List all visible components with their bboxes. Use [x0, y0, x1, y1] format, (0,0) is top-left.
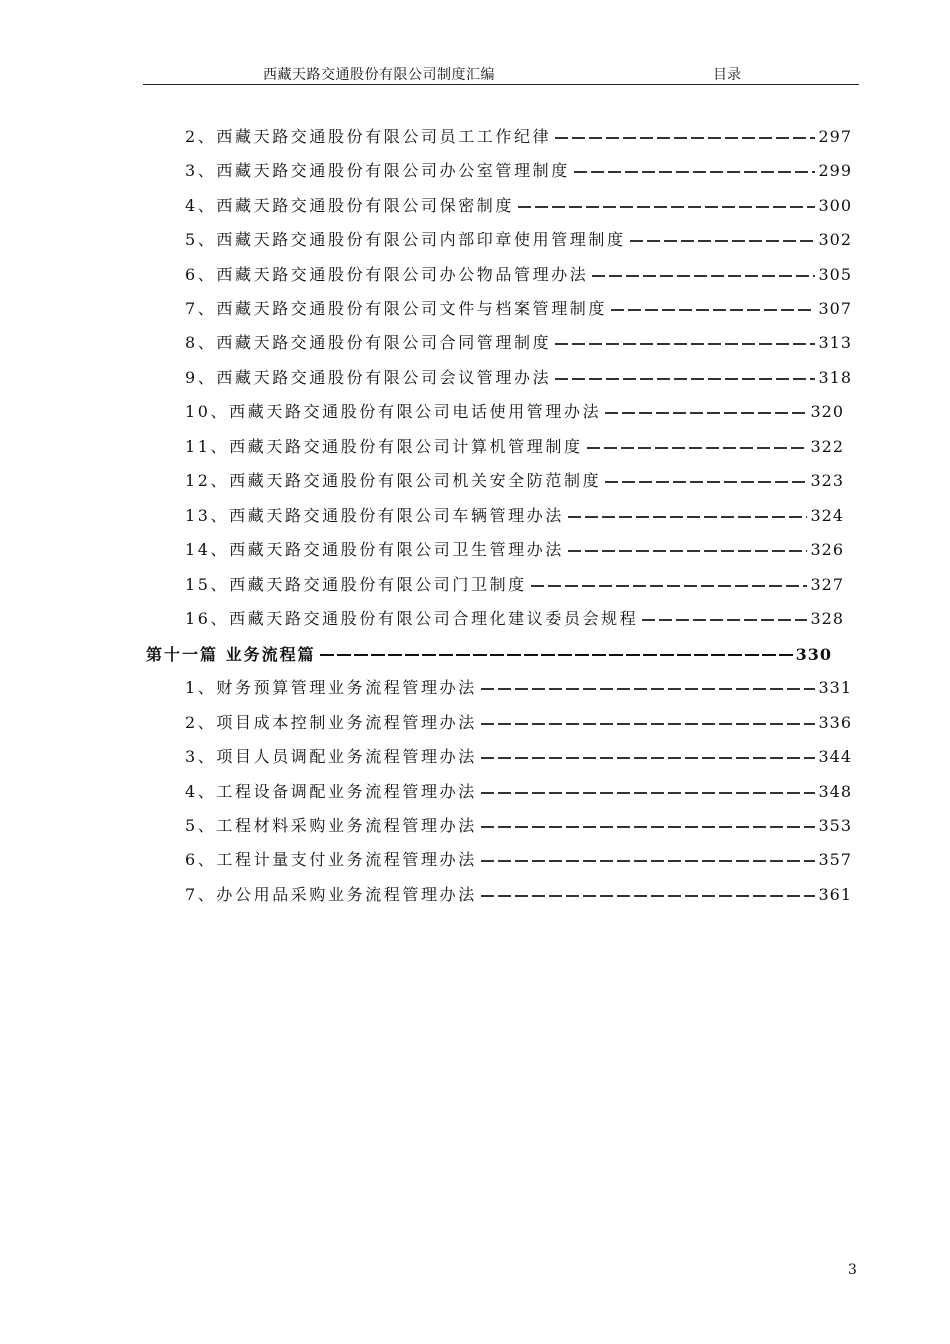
toc-entry[interactable]: [185, 538, 844, 562]
toc-entry[interactable]: [185, 159, 852, 183]
toc-leader: [555, 378, 815, 380]
toc-entry-page: 297: [818, 127, 852, 146]
toc-entry-page: 331: [818, 678, 852, 697]
toc-entry-title: 西藏天路交通股份有限公司电话使用管理办法: [229, 402, 602, 421]
toc-entry-page: 299: [818, 161, 852, 180]
toc-entry[interactable]: [185, 573, 844, 597]
toc-entry-number: 1、: [185, 678, 217, 697]
toc-entry-title: 工程计量支付业务流程管理办法: [216, 850, 477, 869]
toc-entry[interactable]: [185, 297, 852, 321]
toc-leader: [481, 826, 816, 828]
toc-leader: [574, 171, 816, 173]
toc-leader: [592, 275, 815, 277]
toc-entry-page: 323: [810, 471, 844, 490]
toc-entry-page: 307: [818, 299, 852, 318]
page-number: 3: [848, 1262, 857, 1278]
toc-entry-page: 305: [818, 265, 852, 284]
toc-entry-title: 西藏天路交通股份有限公司办公物品管理办法: [216, 265, 589, 284]
toc-leader: [555, 343, 815, 345]
toc-entry[interactable]: [185, 814, 852, 838]
toc-leader: [568, 516, 807, 518]
toc-entry-title: 工程设备调配业务流程管理办法: [216, 782, 477, 801]
toc-entry[interactable]: [185, 504, 844, 528]
toc-entry[interactable]: [185, 780, 852, 804]
toc-entry-title: 西藏天路交通股份有限公司内部印章使用管理制度: [216, 230, 626, 249]
toc-entry-page: 327: [810, 575, 844, 594]
toc-leader: [611, 309, 815, 311]
toc-entry-title: 西藏天路交通股份有限公司合理化建议委员会规程: [229, 609, 639, 628]
toc-entry-page: 361: [818, 885, 852, 904]
toc-leader: [531, 585, 808, 587]
toc-entry-title: 西藏天路交通股份有限公司保密制度: [216, 196, 514, 215]
toc-leader: [605, 481, 807, 483]
toc-entry-title: 西藏天路交通股份有限公司计算机管理制度: [229, 437, 583, 456]
toc-leader: [518, 206, 815, 208]
toc-entry-title: 西藏天路交通股份有限公司文件与档案管理制度: [216, 299, 607, 318]
toc-entry-title: 西藏天路交通股份有限公司卫生管理办法: [229, 540, 564, 559]
toc-entry[interactable]: [185, 366, 852, 390]
toc-entry-title: 工程材料采购业务流程管理办法: [216, 816, 477, 835]
toc-entry-title: 西藏天路交通股份有限公司门卫制度: [229, 575, 527, 594]
toc-entry-page: 326: [810, 540, 844, 559]
toc-entry-page: 357: [818, 850, 852, 869]
toc-entry[interactable]: [185, 883, 852, 907]
toc-entry-number: 14、: [185, 540, 230, 559]
toc-entry[interactable]: [185, 228, 852, 252]
chapter-title: 第十一篇 业务流程篇: [146, 645, 316, 664]
toc-entry-number: 6、: [185, 850, 217, 869]
toc-entry[interactable]: [185, 607, 844, 631]
toc-leader: [481, 723, 816, 725]
toc-leader: [630, 240, 816, 242]
toc-leader: [481, 757, 816, 759]
toc-chapter-heading[interactable]: [146, 643, 832, 667]
toc-entry-number: 4、: [185, 782, 217, 801]
toc-entry[interactable]: [185, 435, 844, 459]
toc-entry-number: 5、: [185, 230, 217, 249]
toc-leader: [587, 447, 808, 449]
toc-entry-number: 3、: [185, 747, 217, 766]
toc-entry-title: 西藏天路交通股份有限公司办公室管理制度: [216, 161, 570, 180]
toc-entry[interactable]: [185, 469, 844, 493]
toc-entry[interactable]: [185, 711, 852, 735]
toc-leader: [642, 619, 807, 621]
toc-leader: [555, 137, 815, 139]
toc-entry-title: 西藏天路交通股份有限公司车辆管理办法: [229, 506, 564, 525]
toc-entry[interactable]: [185, 331, 852, 355]
toc-entry-title: 办公用品采购业务流程管理办法: [216, 885, 477, 904]
toc-entry-page: 348: [818, 782, 852, 801]
toc-entry-number: 7、: [185, 299, 217, 318]
chapter-page: 330: [795, 645, 832, 664]
toc-entry-page: 324: [810, 506, 844, 525]
toc-entry[interactable]: [185, 400, 844, 424]
toc-entry-number: 2、: [185, 713, 217, 732]
toc-entry-number: 2、: [185, 127, 217, 146]
toc-leader: [481, 895, 816, 897]
toc-entry-number: 7、: [185, 885, 217, 904]
toc-leader: [481, 860, 816, 862]
toc-entry-number: 13、: [185, 506, 230, 525]
toc-entry-number: 9、: [185, 368, 217, 387]
toc-entry-number: 6、: [185, 265, 217, 284]
toc-entry-number: 16、: [185, 609, 230, 628]
toc-entry-page: 313: [818, 333, 852, 352]
toc-entry-number: 10、: [185, 402, 230, 421]
toc-entry[interactable]: [185, 848, 852, 872]
toc-entry[interactable]: [185, 194, 852, 218]
toc-entry-page: 344: [818, 747, 852, 766]
toc-entry-page: 302: [818, 230, 852, 249]
toc-leader: [568, 550, 807, 552]
toc-entry[interactable]: [185, 125, 852, 149]
toc-entry-page: 353: [818, 816, 852, 835]
toc-entry-page: 328: [810, 609, 844, 628]
toc-entry[interactable]: [185, 745, 852, 769]
toc-entry-page: 322: [810, 437, 844, 456]
toc-leader: [605, 412, 807, 414]
toc-entry-number: 12、: [185, 471, 230, 490]
toc-entry-page: 300: [818, 196, 852, 215]
toc-entry-number: 4、: [185, 196, 217, 215]
toc-leader: [481, 792, 816, 794]
toc-entry-page: 320: [810, 402, 844, 421]
toc-entry[interactable]: [185, 263, 852, 287]
toc-entry-number: 15、: [185, 575, 230, 594]
toc-leader: [481, 688, 816, 690]
toc-entry-title: 西藏天路交通股份有限公司机关安全防范制度: [229, 471, 602, 490]
toc-entry-title: 西藏天路交通股份有限公司员工工作纪律: [216, 127, 552, 146]
header-title: 西藏天路交通股份有限公司制度汇编: [263, 67, 495, 83]
toc-entry-number: 8、: [185, 333, 217, 352]
toc-entry-page: 336: [818, 713, 852, 732]
toc-entry[interactable]: [185, 676, 852, 700]
page-header: [143, 62, 859, 85]
toc-entry-number: 3、: [185, 161, 217, 180]
toc-entry-title: 西藏天路交通股份有限公司会议管理办法: [216, 368, 552, 387]
toc-entry-number: 11、: [185, 437, 230, 456]
header-section: 目录: [713, 67, 741, 83]
toc-leader: [320, 654, 793, 656]
toc-entry-title: 财务预算管理业务流程管理办法: [216, 678, 477, 697]
toc-entry-page: 318: [818, 368, 852, 387]
toc-entry-number: 5、: [185, 816, 217, 835]
toc-entry-title: 项目成本控制业务流程管理办法: [216, 713, 477, 732]
toc-entry-title: 项目人员调配业务流程管理办法: [216, 747, 477, 766]
toc-entry-title: 西藏天路交通股份有限公司合同管理制度: [216, 333, 552, 352]
